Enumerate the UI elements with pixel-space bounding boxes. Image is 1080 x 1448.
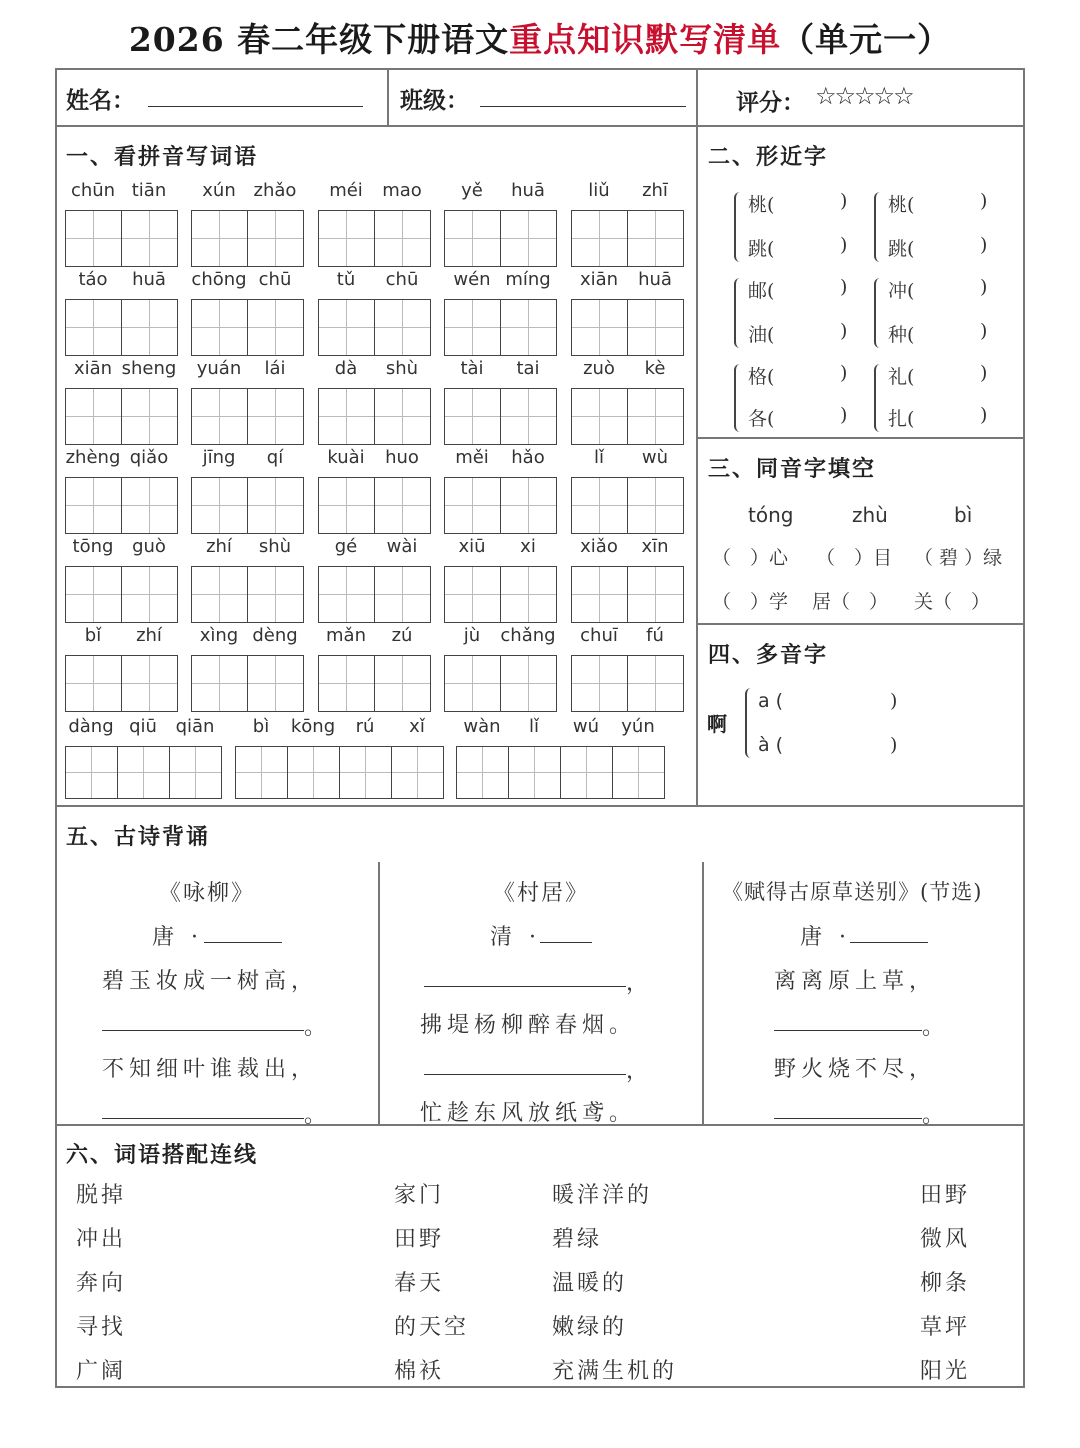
homophone-blank[interactable]: （ ）学 (712, 591, 789, 613)
pinyin-label: táo (78, 269, 108, 290)
pinyin-label: wù (641, 447, 669, 468)
pinyin-label: yún (621, 716, 655, 737)
close-paren: ) (980, 234, 988, 256)
pinyin-label: mao (382, 180, 422, 201)
match-word[interactable]: 奔向 (76, 1271, 127, 1296)
similar-char-blank[interactable]: 格( (748, 366, 775, 388)
homophone-blank[interactable]: （ ）目 (816, 547, 893, 569)
pinyin-label: xiū (458, 536, 486, 557)
writing-box[interactable] (444, 299, 501, 356)
pinyin-label: bì (252, 716, 270, 737)
pinyin-label: kōng (290, 716, 336, 737)
writing-box[interactable] (571, 566, 628, 623)
writing-box[interactable] (627, 210, 684, 267)
divider (55, 125, 1025, 127)
match-word[interactable]: 微风 (920, 1227, 971, 1252)
match-word[interactable]: 棉袄 (394, 1359, 445, 1384)
writing-box[interactable] (121, 299, 178, 356)
writing-box[interactable] (500, 566, 557, 623)
pinyin-label: huo (385, 447, 419, 468)
close-paren: ) (840, 404, 848, 426)
homophone-blank[interactable]: 关（ ） (914, 591, 991, 613)
match-word[interactable]: 寻找 (76, 1315, 127, 1340)
match-word[interactable]: 田野 (394, 1227, 445, 1252)
pinyin-label: xi (520, 536, 536, 557)
writing-box[interactable] (500, 299, 557, 356)
writing-box[interactable] (121, 477, 178, 534)
similar-char-blank[interactable]: 邮( (748, 280, 775, 302)
pinyin-label: gé (334, 536, 358, 557)
writing-box[interactable] (191, 655, 248, 712)
pinyin-label: zú (391, 625, 413, 646)
brace (734, 192, 742, 262)
pinyin-label: liǔ (588, 180, 610, 201)
match-word[interactable]: 家门 (394, 1183, 445, 1208)
similar-char-blank[interactable]: 桃( (748, 194, 775, 216)
pinyin-label: qiān (175, 716, 215, 737)
poem-line: 不知细叶谁裁出， (102, 1057, 319, 1082)
similar-char-blank[interactable]: 油( (748, 324, 775, 346)
writing-box[interactable] (444, 655, 501, 712)
writing-box[interactable] (247, 655, 304, 712)
match-word[interactable]: 暖洋洋的 (552, 1183, 653, 1208)
pinyin-label: wén (453, 269, 491, 290)
writing-box[interactable] (247, 566, 304, 623)
pinyin-label: huā (511, 180, 545, 201)
brace (874, 364, 882, 432)
pinyin-label: chōng (191, 269, 247, 290)
pinyin-label: huā (132, 269, 166, 290)
section1-title: 一、看拼音写词语 (66, 144, 259, 170)
pinyin-label: tǔ (336, 269, 356, 290)
pinyin-label: mǎn (326, 625, 366, 646)
match-word[interactable]: 温暖的 (552, 1271, 628, 1296)
section2-title: 二、形近字 (708, 144, 829, 170)
pinyin-label: tài (460, 358, 484, 379)
pinyin-label: zhèng (65, 447, 121, 468)
similar-char-blank[interactable]: 冲( (888, 280, 915, 302)
homophone-blank[interactable]: （ ）心 (712, 547, 789, 569)
pinyin-label: sheng (121, 358, 177, 379)
writing-box[interactable] (287, 746, 340, 799)
pinyin-label: zuò (583, 358, 615, 379)
title-grade: 2026 春二年级下册语文 (128, 20, 510, 59)
writing-box[interactable] (318, 566, 375, 623)
pinyin-label: xiǎo (580, 536, 618, 557)
pinyin-label: jù (463, 625, 481, 646)
pinyin-label: wàn (463, 716, 501, 737)
writing-box[interactable] (318, 299, 375, 356)
poem-blank[interactable] (102, 1118, 304, 1119)
writing-box[interactable] (339, 746, 392, 799)
poem-blank[interactable] (774, 1118, 922, 1119)
writing-box[interactable] (65, 566, 122, 623)
pinyin-label: qiū (129, 716, 157, 737)
match-word[interactable]: 阳光 (920, 1359, 971, 1384)
writing-box[interactable] (456, 746, 509, 799)
poem-blank[interactable] (774, 1030, 922, 1031)
page-title (0, 14, 1080, 61)
writing-box[interactable] (571, 477, 628, 534)
pinyin-label: xǐ (409, 716, 425, 737)
close-paren: ) (890, 734, 898, 756)
close-paren: ) (980, 190, 988, 212)
writing-box[interactable] (612, 746, 665, 799)
polyphone-char: 啊 (707, 712, 727, 736)
writing-box[interactable] (444, 388, 501, 445)
writing-box[interactable] (318, 477, 375, 534)
match-word[interactable]: 的天空 (394, 1315, 470, 1340)
writing-box[interactable] (318, 210, 375, 267)
divider (55, 805, 1025, 807)
pinyin-label: zhí (136, 625, 162, 646)
pinyin-label: chū (385, 269, 419, 290)
pinyin-label: xiān (579, 269, 619, 290)
pinyin-label: qí (266, 447, 284, 468)
author-blank[interactable] (850, 942, 928, 943)
match-word[interactable]: 碧绿 (552, 1227, 603, 1252)
writing-box[interactable] (121, 210, 178, 267)
pinyin-label: chūn (70, 180, 116, 201)
writing-box[interactable] (121, 655, 178, 712)
pinyin-label: lái (264, 358, 286, 379)
homophone-pinyin: tóng (748, 503, 794, 527)
match-word[interactable]: 充满生机的 (552, 1359, 678, 1384)
poem-punct: ， (626, 1059, 654, 1084)
section3-title: 三、同音字填空 (708, 456, 877, 482)
writing-box[interactable] (247, 388, 304, 445)
poem-line: 离离原上草， (774, 969, 937, 994)
homophone-pinyin: bì (954, 503, 973, 527)
pinyin-label: xiān (73, 358, 113, 379)
poem-title: 《咏柳》 (158, 881, 255, 906)
pinyin-label: huā (638, 269, 672, 290)
name-label: 姓名： (66, 87, 135, 114)
pinyin-label: měi (455, 447, 489, 468)
writing-box[interactable] (508, 746, 561, 799)
writing-box[interactable] (374, 299, 431, 356)
poem-line: 碧玉妆成一树高， (102, 969, 319, 994)
poem-dynasty: 清 · (490, 925, 541, 950)
poem-punct: ， (626, 971, 654, 996)
writing-box[interactable] (65, 655, 122, 712)
writing-box[interactable] (444, 477, 501, 534)
writing-box[interactable] (235, 746, 288, 799)
writing-box[interactable] (627, 477, 684, 534)
pinyin-label: yě (461, 180, 483, 201)
similar-char-blank[interactable]: 跳( (888, 238, 915, 260)
poem-punct: 。 (304, 1015, 332, 1040)
poem-blank[interactable] (424, 1074, 626, 1075)
close-paren: ) (840, 190, 848, 212)
writing-box[interactable] (500, 477, 557, 534)
close-paren: ) (890, 690, 898, 712)
pinyin-label: dàng (68, 716, 114, 737)
pinyin-label: dà (334, 358, 358, 379)
writing-box[interactable] (627, 566, 684, 623)
section4-title: 四、多音字 (708, 642, 829, 668)
writing-box[interactable] (560, 746, 613, 799)
pinyin-label: xīn (641, 536, 669, 557)
writing-box[interactable] (318, 388, 375, 445)
close-paren: ) (840, 362, 848, 384)
close-paren: ) (980, 276, 988, 298)
pinyin-label: chǎng (500, 625, 556, 646)
writing-box[interactable] (117, 746, 170, 799)
star-rating[interactable]: ☆☆☆☆☆ (815, 82, 913, 110)
author-blank[interactable] (204, 942, 282, 943)
pinyin-label: qiǎo (129, 447, 169, 468)
writing-box[interactable] (374, 477, 431, 534)
similar-char-blank[interactable]: 各( (748, 408, 775, 430)
pinyin-label: shù (385, 358, 419, 379)
class-label: 班级： (400, 87, 469, 114)
match-word[interactable]: 田野 (920, 1183, 971, 1208)
brace (874, 278, 882, 348)
pinyin-label: míng (505, 269, 551, 290)
similar-char-blank[interactable]: 桃( (888, 194, 915, 216)
close-paren: ) (980, 404, 988, 426)
poem-title: 《赋得古原草送别》(节选) (722, 880, 983, 904)
pinyin-label: bǐ (84, 625, 102, 646)
poem-blank[interactable] (424, 986, 626, 987)
match-word[interactable]: 草坪 (920, 1315, 971, 1340)
title-unit: （单元一） (781, 20, 952, 59)
writing-box[interactable] (374, 210, 431, 267)
poem-line: 野火烧不尽， (774, 1057, 937, 1082)
similar-char-blank[interactable]: 种( (888, 324, 915, 346)
pinyin-label: tai (516, 358, 540, 379)
title-highlight: 重点知识默写清单 (509, 20, 782, 59)
writing-box[interactable] (169, 746, 222, 799)
pinyin-label: zhī (642, 180, 668, 201)
writing-box[interactable] (191, 299, 248, 356)
writing-box[interactable] (374, 566, 431, 623)
writing-box[interactable] (571, 299, 628, 356)
brace (734, 278, 742, 348)
poem-title: 《村居》 (492, 881, 589, 906)
writing-box[interactable] (571, 210, 628, 267)
class-field[interactable] (480, 106, 686, 107)
similar-char-blank[interactable]: 扎( (888, 408, 915, 430)
writing-box[interactable] (65, 210, 122, 267)
section6-title: 六、词语搭配连线 (66, 1142, 259, 1168)
pinyin-label: wài (386, 536, 418, 557)
writing-box[interactable] (500, 655, 557, 712)
pinyin-label: xìng (199, 625, 239, 646)
close-paren: ) (840, 276, 848, 298)
poem-punct: 。 (922, 1015, 950, 1040)
writing-box[interactable] (500, 388, 557, 445)
writing-box[interactable] (391, 746, 444, 799)
pinyin-label: hǎo (511, 447, 545, 468)
author-blank[interactable] (540, 942, 592, 943)
divider (387, 68, 389, 126)
close-paren: ) (840, 320, 848, 342)
score-label: 评分： (736, 89, 805, 116)
writing-box[interactable] (191, 566, 248, 623)
pinyin-label: guò (132, 536, 166, 557)
homophone-pinyin: zhù (852, 503, 888, 527)
pinyin-label: tōng (72, 536, 114, 557)
writing-box[interactable] (247, 477, 304, 534)
pinyin-label: rú (355, 716, 375, 737)
writing-box[interactable] (65, 477, 122, 534)
writing-box[interactable] (444, 210, 501, 267)
brace (745, 688, 755, 758)
pinyin-label: lǐ (528, 716, 539, 737)
writing-box[interactable] (444, 566, 501, 623)
pinyin-label: jīng (202, 447, 236, 468)
writing-box[interactable] (191, 388, 248, 445)
pinyin-label: lǐ (593, 447, 604, 468)
pinyin-label: zhí (206, 536, 232, 557)
writing-box[interactable] (500, 210, 557, 267)
poem-punct: 。 (304, 1103, 332, 1128)
close-paren: ) (980, 362, 988, 384)
divider (696, 437, 1025, 439)
polyphone-reading[interactable]: à ( (758, 734, 784, 756)
writing-box[interactable] (65, 299, 122, 356)
divider (702, 862, 704, 1124)
writing-box[interactable] (374, 655, 431, 712)
pinyin-label: kè (644, 358, 666, 379)
homophone-blank[interactable]: （ 碧 ）绿 (914, 547, 1003, 569)
match-word[interactable]: 嫩绿的 (552, 1315, 628, 1340)
writing-box[interactable] (121, 388, 178, 445)
writing-box[interactable] (374, 388, 431, 445)
brace (734, 364, 742, 432)
writing-box[interactable] (121, 566, 178, 623)
name-field[interactable] (148, 106, 363, 107)
writing-box[interactable] (191, 210, 248, 267)
writing-box[interactable] (65, 388, 122, 445)
writing-box[interactable] (627, 655, 684, 712)
polyphone-reading[interactable]: a ( (758, 690, 784, 712)
match-word[interactable]: 脱掉 (76, 1183, 127, 1208)
brace (874, 192, 882, 262)
poem-dynasty: 唐 · (152, 925, 203, 950)
pinyin-label: shù (258, 536, 292, 557)
pinyin-label: dèng (252, 625, 298, 646)
similar-char-blank[interactable]: 跳( (748, 238, 775, 260)
pinyin-label: zhǎo (253, 180, 297, 201)
match-word[interactable]: 柳条 (920, 1271, 971, 1296)
match-word[interactable]: 春天 (394, 1271, 445, 1296)
close-paren: ) (980, 320, 988, 342)
match-word[interactable]: 冲出 (76, 1227, 127, 1252)
writing-box[interactable] (571, 388, 628, 445)
homophone-blank[interactable]: 居（ ） (812, 591, 889, 613)
poem-dynasty: 唐 · (800, 925, 851, 950)
pinyin-label: kuài (327, 447, 365, 468)
writing-box[interactable] (191, 477, 248, 534)
pinyin-label: yuán (196, 358, 242, 379)
section5-title: 五、古诗背诵 (66, 824, 211, 850)
pinyin-label: méi (329, 180, 363, 201)
writing-box[interactable] (65, 746, 118, 799)
poem-line: 拂堤杨柳醉春烟。 (420, 1013, 637, 1038)
writing-box[interactable] (627, 299, 684, 356)
writing-box[interactable] (318, 655, 375, 712)
poem-line: 忙趁东风放纸鸢。 (420, 1101, 637, 1126)
poem-blank[interactable] (102, 1030, 304, 1031)
writing-box[interactable] (571, 655, 628, 712)
poem-punct: 。 (922, 1103, 950, 1128)
pinyin-label: fú (646, 625, 664, 646)
pinyin-label: wú (572, 716, 600, 737)
writing-box[interactable] (247, 299, 304, 356)
writing-box[interactable] (247, 210, 304, 267)
pinyin-label: chuī (580, 625, 618, 646)
divider (696, 623, 1025, 625)
close-paren: ) (840, 234, 848, 256)
pinyin-label: chū (258, 269, 292, 290)
pinyin-label: tiān (131, 180, 167, 201)
similar-char-blank[interactable]: 礼( (888, 366, 915, 388)
pinyin-label: xún (202, 180, 236, 201)
writing-box[interactable] (627, 388, 684, 445)
match-word[interactable]: 广阔 (76, 1359, 127, 1384)
